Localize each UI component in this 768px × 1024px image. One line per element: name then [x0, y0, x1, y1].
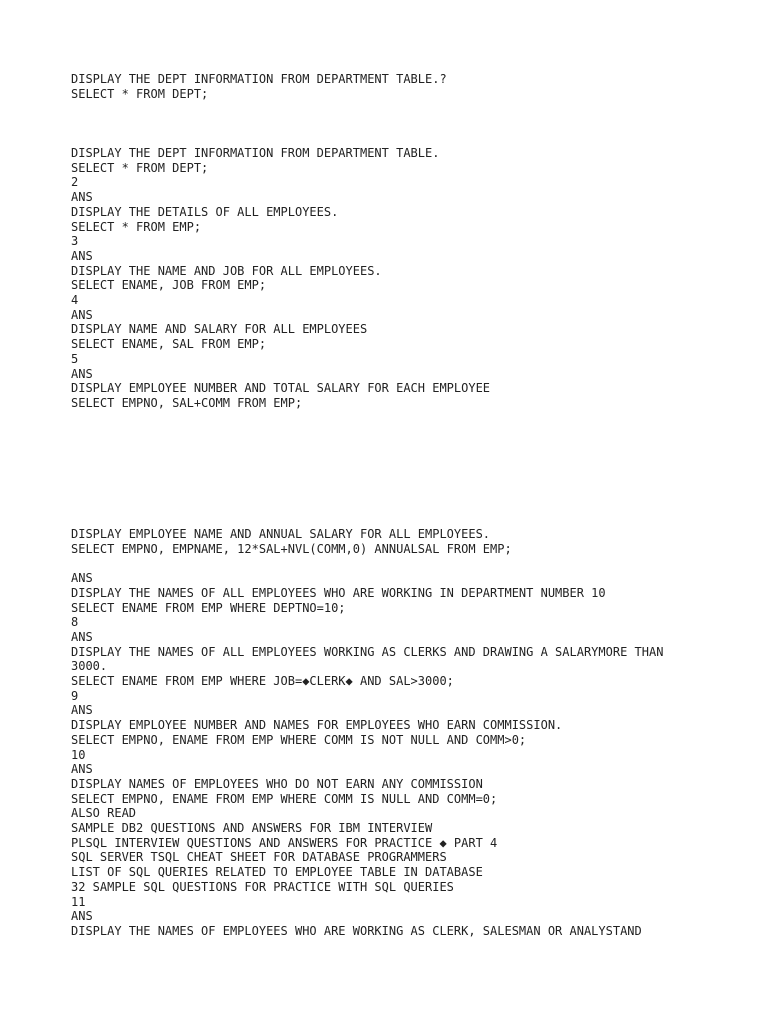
text-line: DISPLAY NAMES OF EMPLOYEES WHO DO NOT EARN ANY COMMISSION	[71, 776, 483, 791]
text-line: DISPLAY THE NAMES OF ALL EMPLOYEES WORKING AS CLERKS AND DRAWING A SALARYMORE THAN	[71, 644, 664, 659]
text-line: SELECT ENAME FROM EMP WHERE DEPTNO=10;	[71, 600, 346, 615]
text-line: SQL SERVER TSQL CHEAT SHEET FOR DATABASE PROGRAMMERS	[71, 850, 447, 865]
text-block-3	[71, 527, 663, 939]
text-line: DISPLAY NAME AND SALARY FOR ALL EMPLOYEES	[71, 322, 368, 337]
text-line: DISPLAY THE DEPT INFORMATION FROM DEPARTMENT TABLE.	[71, 146, 440, 160]
text-line: 8	[71, 615, 79, 630]
text-line: ANS	[71, 307, 93, 322]
text-line: 9	[71, 688, 79, 703]
text-line: 5	[71, 351, 79, 366]
text-line: ANS	[71, 366, 93, 381]
text-line: ANS	[71, 571, 93, 586]
text-line: DISPLAY THE DEPT INFORMATION FROM DEPARTMENT TABLE.?	[71, 72, 447, 86]
text-block-2	[71, 146, 490, 411]
text-line: ALSO READ	[71, 806, 137, 821]
text-line	[71, 556, 663, 571]
text-line: 4	[71, 293, 79, 308]
text-line: ANS	[71, 248, 93, 263]
text-line: SELECT * FROM DEPT;	[71, 86, 209, 101]
text-line: SELECT EMPNO, ENAME FROM EMP WHERE COMM IS NULL AND COMM=0;	[71, 791, 498, 806]
text-line: DISPLAY THE NAMES OF EMPLOYEES WHO ARE WORKING AS CLERK, SALESMAN OR ANALYSTAND	[71, 923, 642, 938]
text-line: SELECT * FROM DEPT;	[71, 160, 209, 175]
text-line: ANS	[71, 629, 93, 644]
text-line: DISPLAY THE NAME AND JOB FOR ALL EMPLOYEES.	[71, 263, 382, 278]
text-line: SELECT ENAME FROM EMP WHERE JOB=◆CLERK◆ AND SAL>3000;	[71, 674, 454, 689]
text-line: 3000.	[71, 659, 108, 674]
text-line: LIST OF SQL QUERIES RELATED TO EMPLOYEE TABLE IN DATABASE	[71, 865, 483, 880]
text-line: PLSQL INTERVIEW QUESTIONS AND ANSWERS FOR PRACTICE ◆ PART 4	[71, 835, 498, 850]
text-line: DISPLAY THE NAMES OF ALL EMPLOYEES WHO ARE WORKING IN DEPARTMENT NUMBER 10	[71, 585, 606, 600]
text-line: 2	[71, 175, 79, 190]
text-line: 11	[71, 894, 86, 909]
text-line: ANS	[71, 703, 93, 718]
text-line: SELECT * FROM EMP;	[71, 219, 202, 234]
text-line: 32 SAMPLE SQL QUESTIONS FOR PRACTICE WITH SQL QUERIES	[71, 879, 454, 894]
text-line: SELECT EMPNO, EMPNAME, 12*SAL+NVL(COMM,0) ANNUALSAL FROM EMP;	[71, 541, 512, 556]
text-line: 10	[71, 747, 86, 762]
text-line: DISPLAY EMPLOYEE NAME AND ANNUAL SALARY FOR ALL EMPLOYEES.	[71, 527, 491, 541]
text-line: SELECT ENAME, SAL FROM EMP;	[71, 337, 267, 352]
text-line: ANS	[71, 909, 93, 924]
text-line: DISPLAY EMPLOYEE NUMBER AND TOTAL SALARY FOR EACH EMPLOYEE	[71, 381, 491, 396]
text-line: DISPLAY EMPLOYEE NUMBER AND NAMES FOR EMPLOYEES WHO EARN COMMISSION.	[71, 718, 563, 733]
text-line: SELECT EMPNO, ENAME FROM EMP WHERE COMM IS NOT NULL AND COMM>0;	[71, 732, 527, 747]
text-block-1	[71, 72, 447, 101]
text-line: SELECT ENAME, JOB FROM EMP;	[71, 278, 267, 293]
text-line: SELECT EMPNO, SAL+COMM FROM EMP;	[71, 395, 303, 410]
text-line: ANS	[71, 190, 93, 205]
text-line: ANS	[71, 762, 93, 777]
text-line: 3	[71, 234, 79, 249]
text-line: SAMPLE DB2 QUESTIONS AND ANSWERS FOR IBM INTERVIEW	[71, 821, 433, 836]
text-line: DISPLAY THE DETAILS OF ALL EMPLOYEES.	[71, 204, 339, 219]
